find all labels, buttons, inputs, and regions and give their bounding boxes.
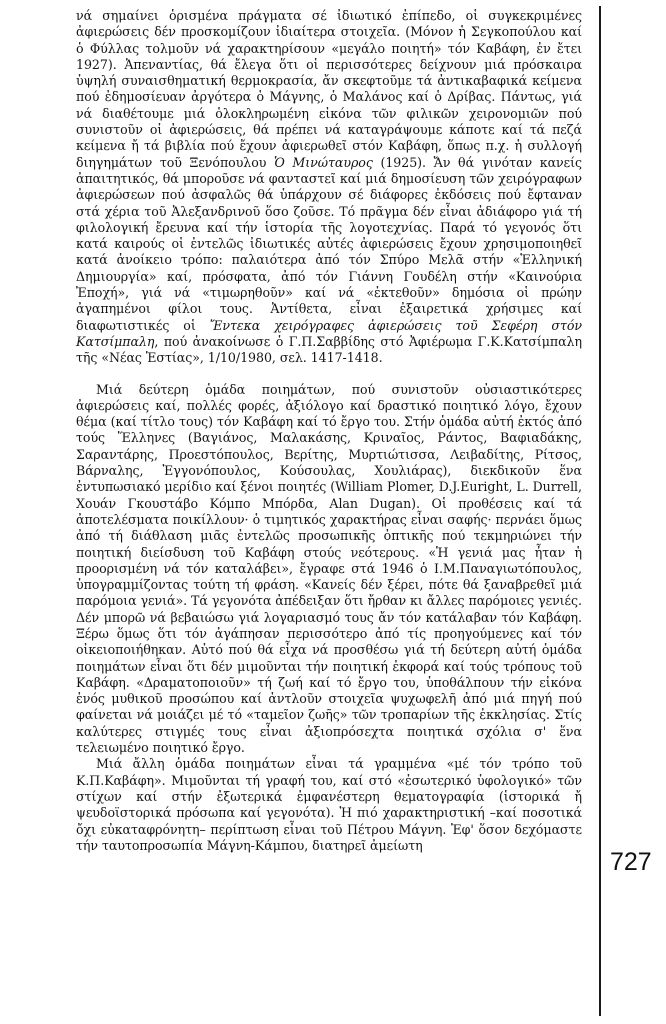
text-run: Μιά δεύτερη ὁμάδα ποιημάτων, πού συνιστοῦν οὐσιαστικότερες ἀφιερώσεις καί, πολλές φορές, ἀξιόλογο καί δραστικό ποιητικό λόγο, ἔχουν θέμα (καί τίτλο τους) τόν Καβάφη καί τό ἔργο του. Στήν ὁμάδα αὐτή ἐκτός ἀπό τούς Ἕλληνες (Βαγιάνος, Μαλακάσης, Κριναῖος, Ράντος, Βαφιαδάκης, Σαραντάρης, Προεστόπουλος, Βερίτης, Μυρτιώτισσα, Λειβαδίτης, Ρίτσος, Βάρναλης, Ἐγγονόπουλος, Κούσουλας, Χουλιάρας), διεκδικοῦν ἕνα ἐντυπωσιακό μερίδιο καί ξένοι ποιητές (William Plomer, D.J.Eurigh​t, L. Durrell, Χουάν Γκουστάβο Κόμπο Μπόρδα, Alan Dugan). Οἱ προθέσεις καί τά ἀποτελέσματα ποικίλλουν· ὁ τιμητικός χαρακτήρας εἶναι σαφής· περνάει ὅμως ἀπό τή διάθλαση μιᾶς ἐντελῶς προσωπικῆς ὀπτικῆς πού τεκμηριώνει τήν ποιητική διείσδυση τοῦ Καβάφη στούς νεότερους. «Ἡ γενιά μας ἦταν ἡ προορισμένη νά τόν καταλάβει», ἔγραφε στά 1946 ὁ Ι.Μ.Παναγιωτόπουλος, ὑπογραμμίζοντας τούτη τή φράση. «Κανείς δέν ξέρει, πότε θά ξαναβρεθεῖ μιά παρόμοια γενιά». Τά γεγονότα ἀπέδειξαν ὅτι ἤρθαν κι ἄλλες παρόμοιες γενιές. Δέν μπορῶ νά βεβαιώσω γιά λογαριασμό τους ἄν τόν κατάλαβαν τόν Καβάφη. Ξέρω ὅμως ὅτι τόν ἀγάπησαν περισσότερο ἀπό τίς προηγούμενες καί τόν οἰκειοποιήθηκαν. Αὐτό πού θά εἶχα νά προσθέσω γιά τή δεύτερη αὐτή ὁμάδα ποιημάτων εἶναι ὅτι δέν μιμοῦνται τήν ποιητική ἐκφορά καί τούς τρόπους τοῦ Καβάφη. «Δραματοποιοῦν» τή ζωή καί τό ἔργο του, ὑποθάλπουν τήν εἰκόνα ἑνός μυθικοῦ προσώπου καί ἀντλοῦν στοιχεῖα ψυχωφελῆ ἀπό μιά πηγή πού φαίνεται νά μοιάζει μέ τό «ταμεῖον ζωῆς» τῶν τροπαρίων τῆς ἐκκλησίας. Στίς καλύτερες στιγμές τους εἶναι ἀξιοπρόσεχτα ποιητικά σχόλια σ' ἕνα τελειωμένο ποιητικό ἔργο.: [76, 381, 582, 756]
italic-title: Ὁ Μινώταυρος: [274, 154, 373, 170]
italic-title: Ἔντεκα χειρόγραφες ἀφιερώσεις τοῦ Σεφέρη στόν Κατσίμπαλη: [76, 317, 582, 349]
text-run: Μιά ἄλλη ὁμάδα ποιημάτων εἶναι τά γραμμένα «μέ τόν τρόπο τοῦ Κ.Π.Καβάφη». Μιμοῦνται τή γραφή του, καί στό «ἐσωτερικό ὑφολογικό» τῶν στίχων καί στήν ἐξωτερικά ἐμφανέστερη θεματογραφία (ἱστορικά ἤ ψευδοϊστορικά πρόσωπα καί γεγονότα). Ἡ πιό χαρακτηριστική –καί ποσοτικά ὄχι εὐκαταφρόνητη– περίπτωση εἶναι τοῦ Πέτρου Μάγνη. Ἐφ' ὅσον δεχόμαστε τήν ταυτοπροσωπία Μάγνη-Κάμπου, διατηρεῖ ἀμείωτη: [76, 756, 582, 853]
body-text: [76, 8, 582, 854]
paragraph-footnote-continuation: [76, 8, 582, 367]
page-number: 727: [610, 848, 652, 876]
text-run: (1925). Ἄν θά γινόταν κανείς ἀπαιτητικός, θά μποροῦσε νά φανταστεῖ καί μιά δημοσίευση τῶν χειρόγραφων ἀφιερώσεων πού ἀσφαλῶς θά ὑπάρχουν σέ διάφορες ἐκδόσεις πού ἔφταναν στά χέρια τοῦ Ἀλεξανδρινοῦ ὅσο ζοῦσε. Τό πρᾶγμα δέν εἶναι ἀδιάφορο γιά τή φιλολογική ἔρευνα καί τήν ἱστορία τῆς λογοτεχνίας. Παρά τό γεγονός ὅτι κατά καιρούς οἱ ἐντελῶς ἰδιωτικές αὐτές ἀφιερώσεις ἔχουν χρησιμοποιηθεῖ κατά ἀνοίκειο τρόπο: παλαιότερα ἀπό τόν Σπύρο Μελᾶ στήν «Ἑλληνική Δημιουργία» καί, πρόσφατα, ἀπό τόν Γιάννη Γουδέλη στήν «Καινούρια Ἐποχή», γιά νά «τιμωρηθοῦν» καί νά «ἐκτεθοῦν» δημόσια οἱ πρώην ἀγαπημένοι φίλοι τους. Ἀντίθετα, εἶναι ἐξαιρετικά χρήσιμες καί διαφωτιστικές οἱ: [76, 154, 583, 333]
paragraph-second-group: [76, 382, 582, 757]
paragraph-third-group: [76, 756, 582, 854]
text-run: νά σημαίνει ὁρισμένα πράγματα σέ ἰδιωτικό ἐπίπεδο, οἱ συγκεκριμένες ἀφιερώσεις δέν προσκομίζουν ἰδιαίτερα στοιχεῖα. (Μόνον ἡ Σεγκοπούλου καί ὁ Φύλλας τολμοῦν νά χαρακτηρίσουν «μεγάλο ποιητή» τόν Καβάφη, ἐν ἔτει 1927). Ἀπεναντίας, θά ἔλεγα ὅτι οἱ περισσότερες δείχνουν μιά πρόσκαιρα ὑψηλή συναισθηματική θερμοκρασία, ἄν σκεφτοῦμε τά ἀντικαβαφικά κείμενα πού ἐδημοσίευαν ἀργότερα ὁ Μάγνης, ὁ Μαλάνος καί ὁ Δρίβας. Πάντως, γιά νά διαθέτουμε μιά ὁλοκληρωμένη εἰκόνα τῶν φιλικῶν χειρονομιῶν πού συνιστοῦν οἱ ἀφιερώσεις, θά πρέπει νά καταγράψουμε κάποτε καί τά πεζά κείμενα ἤ τά βιβλία πού ἔχουν ἀφιερωθεῖ στόν Καβάφη, ὅπως π.χ. ἡ συλλογή διηγημάτων τοῦ Ξενόπουλου: [76, 8, 582, 170]
text-run: , πού ἀνακοίνωσε ὁ Γ.Π.Σαββίδης στό Ἀφιέρωμα Γ.Κ.Κατσίμπαλη τῆς «Νέας Ἑστίας», 1/10/1980, σελ. 1417-1418.: [76, 333, 582, 366]
margin-rule: [599, 6, 601, 1016]
